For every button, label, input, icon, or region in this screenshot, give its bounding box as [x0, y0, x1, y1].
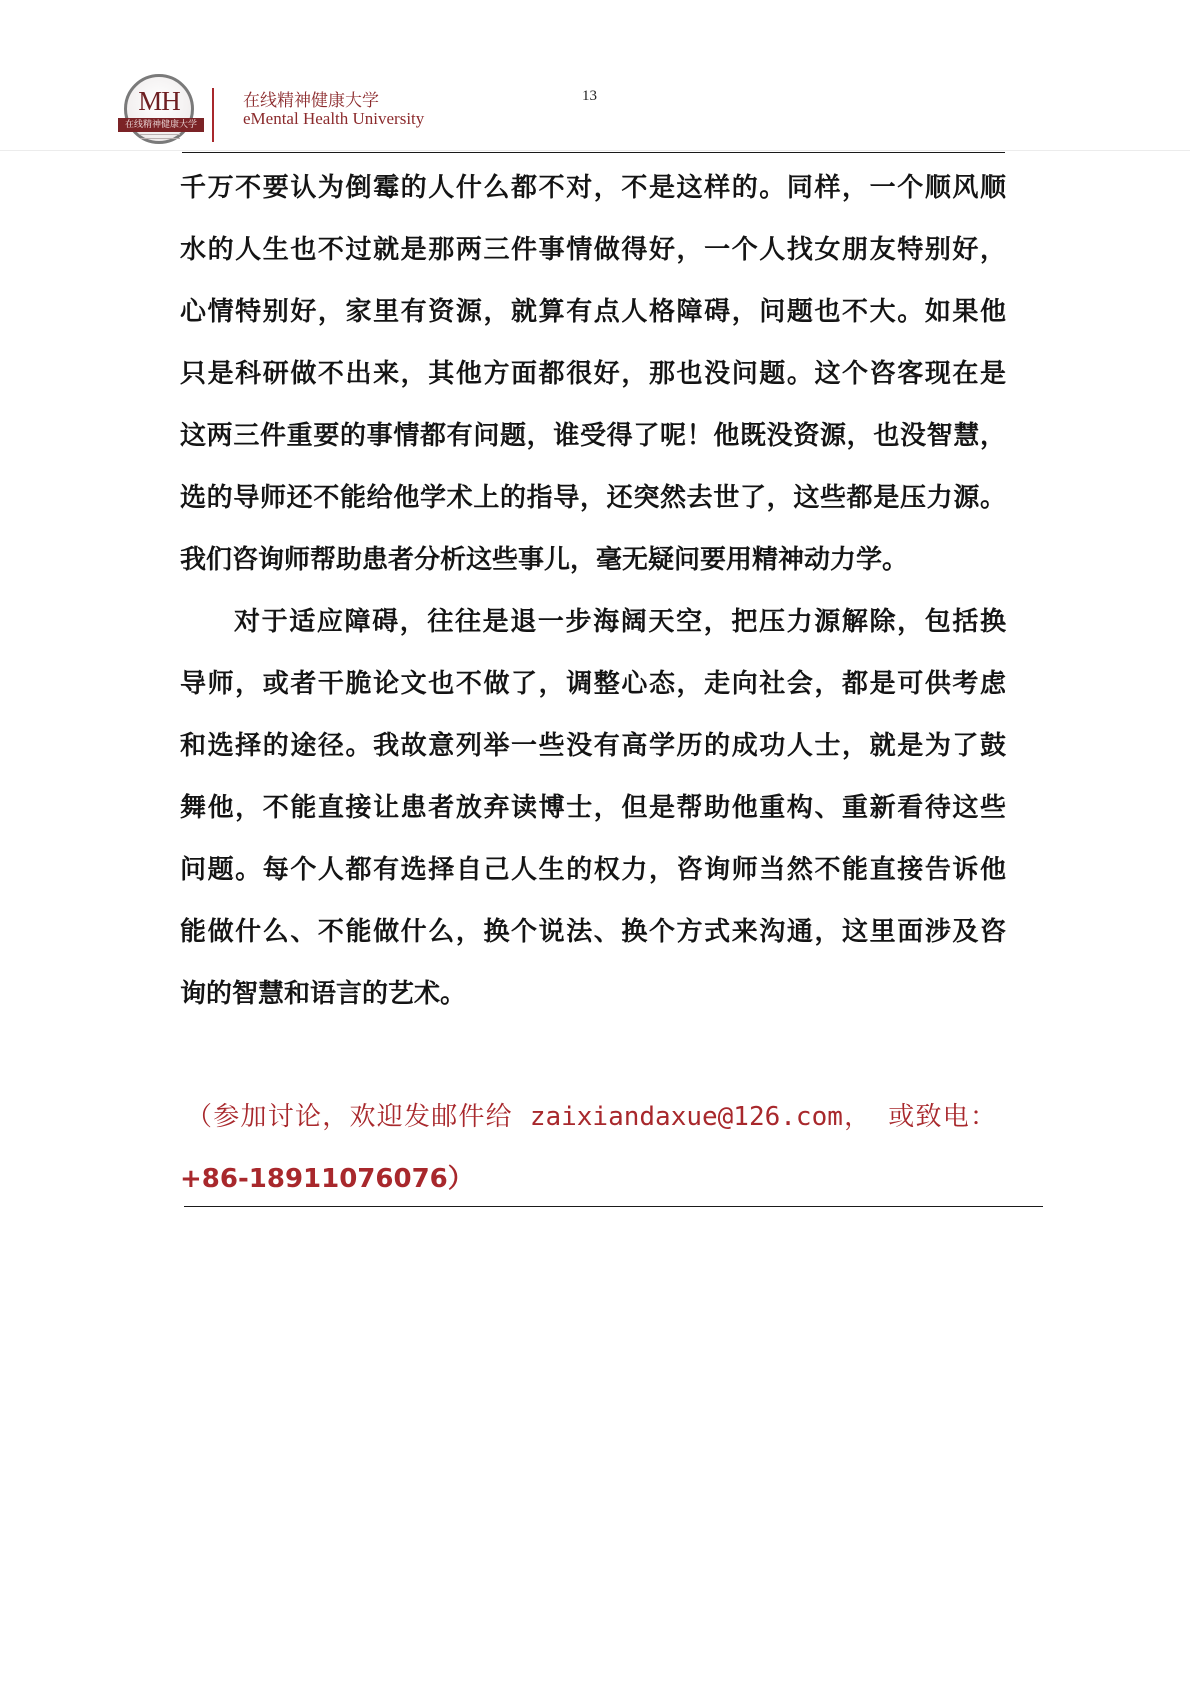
- body-text-line: 和选择的途径。我故意列举一些没有高学历的成功人士，就是为了鼓: [180, 731, 1006, 761]
- body-text-line: 舞他，不能直接让患者放弃读博士，但是帮助他重构、重新看待这些: [180, 793, 1006, 823]
- body-text-line: 这两三件重要的事情都有问题，谁受得了呢！他既没资源，也没智慧，: [180, 421, 1006, 451]
- logo-ribbon: 在线精神健康大学: [118, 118, 204, 132]
- university-name-english: eMental Health University: [243, 109, 425, 128]
- header-shadow-rule: [0, 150, 1190, 151]
- body-text-line: 只是科研做不出来，其他方面都很好，那也没问题。这个咨客现在是: [180, 359, 1006, 389]
- body-text-line: 我们咨询师帮助患者分析这些事儿，毫无疑问要用精神动力学。: [180, 545, 909, 575]
- logo-underline: [140, 134, 180, 139]
- paragraph-first-line: 对于适应障碍，往往是退一步海阔天空，把压力源解除，包括换: [234, 607, 1006, 637]
- body-text-line: 能做什么、不能做什么，换个说法、换个方式来沟通，这里面涉及咨: [180, 917, 1006, 947]
- header-rule: [182, 152, 1005, 153]
- header-vertical-divider: [212, 88, 214, 142]
- body-text-line: 千万不要认为倒霉的人什么都不对，不是这样的。同样，一个顺风顺: [180, 173, 1006, 203]
- body-text-line: 询的智慧和语言的艺术。: [180, 979, 467, 1009]
- body-text-line: 心情特别好，家里有资源，就算有点人格障碍，问题也不大。如果他: [180, 297, 1006, 327]
- university-logo: [118, 74, 204, 148]
- contact-invitation: （参加讨论，欢迎发邮件给 zaixiandaxue@126.com， 或致电：: [186, 1102, 996, 1132]
- body-text-line: 问题。每个人都有选择自己人生的权力，咨询师当然不能直接告诉他: [180, 855, 1006, 885]
- page-number: 13: [582, 88, 597, 104]
- body-text-line: 导师，或者干脆论文也不做了，调整心态，走向社会，都是可供考虑: [180, 669, 1006, 699]
- contact-rule: [184, 1206, 1043, 1207]
- logo-monogram: MH: [138, 86, 180, 116]
- university-name-chinese: 在线精神健康大学: [243, 91, 379, 110]
- body-text-line: 选的导师还不能给他学术上的指导，还突然去世了，这些都是压力源。: [180, 483, 1006, 513]
- body-text-line: 水的人生也不过就是那两三件事情做得好，一个人找女朋友特别好，: [180, 235, 1006, 265]
- contact-phone: +86-18911076076）: [180, 1164, 474, 1194]
